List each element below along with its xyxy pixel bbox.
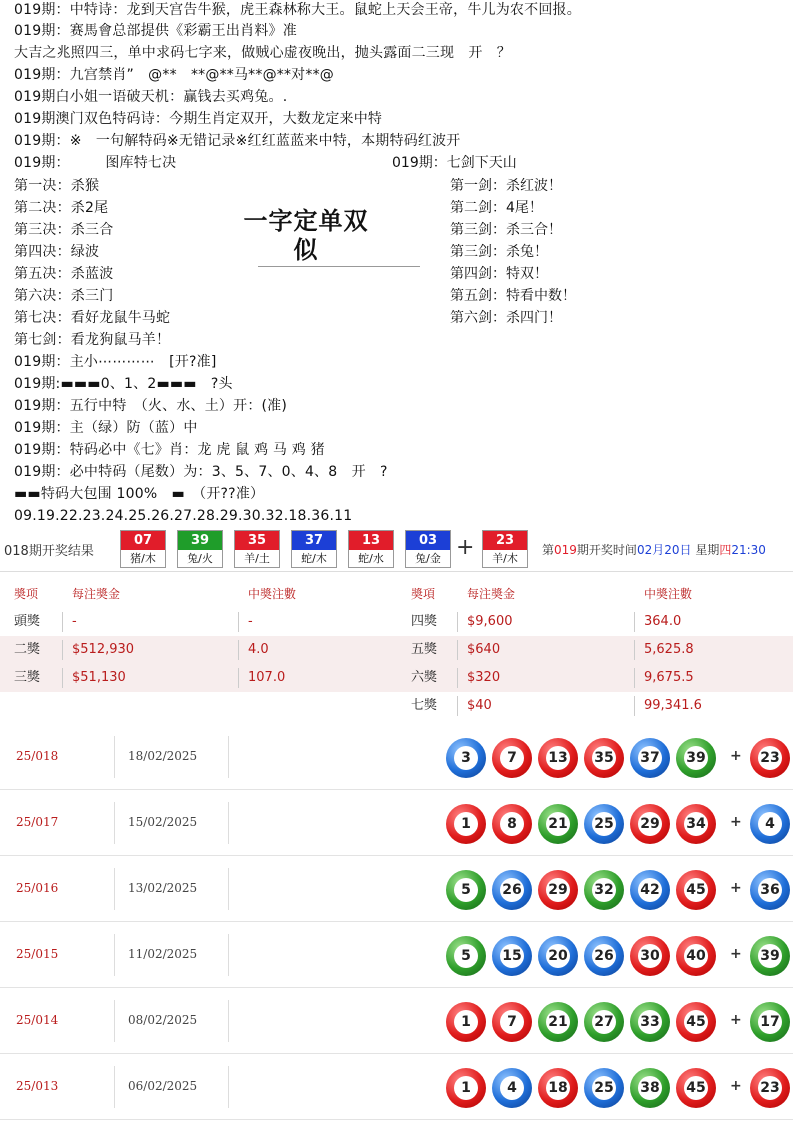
column-header: 奬項 (411, 587, 436, 601)
ball-number: 23 (483, 531, 527, 550)
prize-amount: $40 (467, 698, 492, 713)
ball-number: 1 (454, 812, 478, 836)
ball-number: 5 (454, 944, 478, 968)
divider (62, 612, 63, 632)
lottery-ball (676, 936, 716, 976)
ball-number: 45 (684, 1010, 708, 1034)
lottery-ball (584, 1068, 624, 1108)
lottery-ball (538, 804, 578, 844)
ball-number: 40 (684, 944, 708, 968)
verse-line: 019期白小姐一语破天机：赢钱去买鸡兔。. (14, 89, 288, 105)
row-right (400, 664, 793, 692)
verse-line: 019期：※ 一句解特码※无错记录※红红蓝蓝来中特，本期特码红波开 (14, 133, 461, 149)
history-row (0, 790, 793, 856)
next-draw-period: 019 (554, 543, 577, 557)
prize-name: 三獎 (14, 670, 41, 685)
tujuan-left-item: 第五决：杀蓝波 (14, 266, 114, 282)
history-row (0, 922, 793, 988)
prize-amount: $512,930 (72, 642, 135, 657)
draw-history (0, 722, 793, 1122)
ball-zodiac: 羊/木 (483, 550, 527, 567)
lottery-ball (446, 804, 486, 844)
prize-amount: $640 (467, 642, 501, 657)
divider (62, 668, 63, 688)
divider (62, 640, 63, 660)
plus-sign: + (456, 535, 475, 560)
lottery-ball (538, 738, 578, 778)
lottery-ball (446, 1068, 486, 1108)
result-ball (234, 530, 280, 568)
plus-sign: + (730, 1078, 742, 1094)
divider (238, 612, 239, 632)
lottery-ball (538, 1068, 578, 1108)
column-divider (114, 1066, 115, 1108)
column-header: 中奬注數 (644, 587, 693, 601)
tujuan-left-header: 019期： 图库特七决 (14, 155, 177, 171)
prediction-line: 019期：主（绿）防（蓝）中 (14, 420, 198, 436)
lottery-ball (538, 870, 578, 910)
tujuan-right-item: 第一剑：杀红波！ (450, 178, 562, 194)
ball-zodiac: 兔/金 (406, 550, 450, 567)
divider (457, 612, 458, 632)
next-draw-prefix: 第 (542, 543, 555, 557)
ball-number: 25 (592, 1076, 616, 1100)
prediction-line: 019期：特码必中《七》肖：龙 虎 鼠 鸡 马 鸡 猪 (14, 442, 325, 458)
result-ball (348, 530, 394, 568)
column-header: 每注奬金 (467, 587, 516, 601)
column-header: 奬项 (14, 587, 39, 601)
ball-number: 8 (500, 812, 524, 836)
prize-name: 七獎 (411, 698, 438, 713)
tujuan-right-item: 第六剑：杀四门！ (450, 310, 562, 326)
ball-number: 3 (454, 746, 478, 770)
lottery-ball (584, 738, 624, 778)
row-right (400, 692, 793, 720)
ball-number: 32 (592, 878, 616, 902)
ball-number: 21 (546, 812, 570, 836)
prize-count: 107.0 (248, 670, 286, 685)
history-row (0, 1054, 793, 1120)
divider (634, 696, 635, 716)
ball-number: 13 (546, 746, 570, 770)
ball-number: 39 (684, 746, 708, 770)
tujuan-left-item: 第一决：杀猴 (14, 178, 100, 194)
verse-line: 大吉之兆照四三，单中求码七字来，做贼心虚夜晚出，抛头露面二三现 开 ？ (14, 45, 511, 61)
column-divider (114, 736, 115, 778)
special-ball (750, 936, 790, 976)
tujuan-right-item: 第三剑：杀兔！ (450, 244, 548, 260)
ball-number: 17 (758, 1010, 782, 1034)
column-divider (228, 868, 229, 910)
prize-amount: - (72, 614, 77, 629)
lottery-ball (492, 936, 532, 976)
lottery-ball (446, 1002, 486, 1042)
big-title: 一字定单双似 (243, 206, 369, 264)
divider (634, 668, 635, 688)
prize-count: - (248, 614, 253, 629)
result-ball (120, 530, 166, 568)
draw-period: 25/016 (16, 881, 59, 895)
plus-sign: + (730, 880, 742, 896)
ball-number: 7 (500, 746, 524, 770)
ball-number: 30 (638, 944, 662, 968)
lottery-ball (630, 804, 670, 844)
tujuan-left-item: 第六决：杀三门 (14, 288, 114, 304)
lottery-ball (492, 738, 532, 778)
prediction-line: ▬▬特码大包围 100% ▬ （开??准） (14, 486, 265, 502)
tujuan-left-item: 第四决：绿波 (14, 244, 100, 260)
title-underline (258, 266, 420, 267)
lottery-ball (630, 738, 670, 778)
column-divider (228, 934, 229, 976)
lottery-ball (630, 936, 670, 976)
ball-number: 26 (592, 944, 616, 968)
ball-number: 39 (758, 944, 782, 968)
column-divider (114, 1000, 115, 1042)
plus-sign: + (730, 1012, 742, 1028)
ball-zodiac: 猪/木 (121, 550, 165, 567)
history-row (0, 988, 793, 1054)
ball-number: 39 (178, 531, 222, 550)
ball-number: 36 (758, 878, 782, 902)
ball-number: 33 (638, 1010, 662, 1034)
divider (457, 640, 458, 660)
table-row (0, 664, 793, 692)
lottery-ball (584, 1002, 624, 1042)
ball-number: 38 (638, 1076, 662, 1100)
lottery-ball (630, 1068, 670, 1108)
tujuan-right-header: 019期：七剑下天山 (392, 155, 517, 171)
next-draw-weekday-label: 星期 (695, 543, 720, 557)
history-row (0, 724, 793, 790)
next-draw-time (542, 541, 766, 558)
divider (457, 668, 458, 688)
lottery-ball (676, 738, 716, 778)
special-ball (750, 738, 790, 778)
tujuan-right-item: 第二剑：4尾！ (450, 200, 543, 216)
plus-sign: + (730, 946, 742, 962)
ball-number: 45 (684, 1076, 708, 1100)
result-ball (405, 530, 451, 568)
result-ball (291, 530, 337, 568)
column-header: 中奬注數 (248, 587, 297, 601)
prize-count: 364.0 (644, 614, 682, 629)
prize-name: 頭獎 (14, 614, 41, 629)
lottery-ball (538, 936, 578, 976)
draw-period: 25/018 (16, 749, 59, 763)
column-divider (228, 802, 229, 844)
tujuan-left-item: 第七决：看好龙鼠牛马蛇 (14, 310, 171, 326)
prize-count: 9,675.5 (644, 670, 694, 685)
ball-number: 29 (546, 878, 570, 902)
table-row (0, 636, 793, 664)
lottery-ball (446, 738, 486, 778)
prize-name: 四獎 (411, 614, 438, 629)
draw-period: 25/013 (16, 1079, 59, 1093)
ball-zodiac: 羊/土 (235, 550, 279, 567)
ball-number: 25 (592, 812, 616, 836)
ball-number: 37 (292, 531, 336, 550)
lottery-ball (446, 936, 486, 976)
lottery-ball (538, 1002, 578, 1042)
lottery-ball (584, 804, 624, 844)
draw-date: 18/02/2025 (128, 749, 198, 763)
divider (634, 612, 635, 632)
lottery-ball (630, 1002, 670, 1042)
ball-number: 4 (758, 812, 782, 836)
row-right (400, 608, 793, 636)
ball-number: 20 (546, 944, 570, 968)
ball-number: 07 (121, 531, 165, 550)
draw-period: 25/015 (16, 947, 59, 961)
ball-number: 7 (500, 1010, 524, 1034)
lottery-ball (492, 1002, 532, 1042)
prediction-line: 019期:▬▬▬0、1、2▬▬▬ ?头 (14, 376, 233, 392)
lottery-ball (584, 936, 624, 976)
column-divider (228, 736, 229, 778)
verse-line: 019期澳门双色特码诗：今期生肖定双开，大数龙定来中特 (14, 111, 383, 127)
prize-name: 五獎 (411, 642, 438, 657)
plus-sign: + (730, 748, 742, 764)
ball-number: 5 (454, 878, 478, 902)
prize-amount: $51,130 (72, 670, 126, 685)
ball-number: 34 (684, 812, 708, 836)
prediction-line: 019期：主小⋯⋯⋯⋯ [开?准] (14, 354, 217, 370)
draw-period: 25/014 (16, 1013, 59, 1027)
special-ball (750, 804, 790, 844)
result-label: 018期开奖结果 (4, 544, 94, 559)
ball-number: 42 (638, 878, 662, 902)
result-bar (0, 528, 793, 572)
ball-zodiac: 蛇/水 (349, 550, 393, 567)
divider (634, 640, 635, 660)
ball-zodiac: 兔/火 (178, 550, 222, 567)
column-divider (114, 802, 115, 844)
plus-sign: + (730, 814, 742, 830)
lottery-ball (492, 804, 532, 844)
row-left (0, 636, 400, 664)
divider (238, 640, 239, 660)
ball-number: 1 (454, 1076, 478, 1100)
prediction-line: 019期：必中特码（尾数）为：3、5、7、0、4、8 开 ? (14, 464, 388, 480)
column-divider (114, 868, 115, 910)
verse-line: 019期：赛馬會总部提供《彩霸王出肖料》准 (14, 23, 297, 39)
lottery-ball (630, 870, 670, 910)
draw-date: 13/02/2025 (128, 881, 198, 895)
ball-number: 13 (349, 531, 393, 550)
ball-number: 4 (500, 1076, 524, 1100)
lottery-ball (492, 870, 532, 910)
row-right (400, 636, 793, 664)
verse-line: 019期：中特诗：龙到天宫告牛猴，虎王森林称大王。鼠蛇上天会王帝，牛儿为农不回报。 (14, 2, 581, 18)
draw-date: 11/02/2025 (128, 947, 198, 961)
lottery-ball (676, 1068, 716, 1108)
table-row (0, 692, 793, 720)
lottery-ball (584, 870, 624, 910)
special-ball (750, 1068, 790, 1108)
special-ball (482, 530, 528, 568)
next-draw-clock: 21:30 (731, 543, 766, 557)
lottery-ball (492, 1068, 532, 1108)
ball-number: 23 (758, 746, 782, 770)
prediction-line: 019期：五行中特 （火、水、土）开：(准) (14, 398, 288, 414)
lottery-ball (676, 1002, 716, 1042)
ball-number: 21 (546, 1010, 570, 1034)
lottery-ball (676, 870, 716, 910)
column-header: 每注奬金 (72, 587, 121, 601)
prediction-text-section (0, 0, 793, 530)
table-row (0, 608, 793, 636)
tujuan-left-item: 第七剑：看龙狗鼠马羊！ (14, 332, 171, 348)
ball-number: 37 (638, 746, 662, 770)
ball-zodiac: 蛇/木 (292, 550, 336, 567)
divider (457, 696, 458, 716)
next-draw-mid: 期开奖时间 (576, 543, 637, 557)
ball-number: 26 (500, 878, 524, 902)
draw-date: 15/02/2025 (128, 815, 198, 829)
ball-number: 35 (235, 531, 279, 550)
draw-date: 06/02/2025 (128, 1079, 198, 1093)
lottery-ball (676, 804, 716, 844)
prize-count: 4.0 (248, 642, 269, 657)
tujuan-right-item: 第四剑：特双！ (450, 266, 548, 282)
column-divider (114, 934, 115, 976)
ball-number: 45 (684, 878, 708, 902)
special-ball (750, 870, 790, 910)
tujuan-left-item: 第二决：杀2尾 (14, 200, 109, 216)
next-draw-date: 02月20日 (636, 543, 692, 557)
header-right (400, 580, 793, 608)
tujuan-left-item: 第三决：杀三合 (14, 222, 114, 238)
history-row (0, 856, 793, 922)
tujuan-right-item: 第五剑：特看中数！ (450, 288, 576, 304)
number-list: 09.19.22.23.24.25.26.27.28.29.30.32.18.36.11 (14, 508, 353, 524)
prize-amount: $320 (467, 670, 501, 685)
draw-date: 08/02/2025 (128, 1013, 198, 1027)
special-ball (750, 1002, 790, 1042)
ball-number: 27 (592, 1010, 616, 1034)
prize-count: 5,625.8 (644, 642, 694, 657)
ball-number: 18 (546, 1076, 570, 1100)
lottery-ball (446, 870, 486, 910)
next-draw-weekday: 四 (719, 543, 732, 557)
prize-name: 二獎 (14, 642, 41, 657)
row-left (0, 608, 400, 636)
ball-number: 35 (592, 746, 616, 770)
ball-number: 23 (758, 1076, 782, 1100)
column-divider (228, 1066, 229, 1108)
ball-number: 15 (500, 944, 524, 968)
ball-number: 29 (638, 812, 662, 836)
ball-number: 1 (454, 1010, 478, 1034)
tujuan-right-item: 第三剑：杀三合！ (450, 222, 562, 238)
header-left (0, 580, 400, 608)
prize-name: 六獎 (411, 670, 438, 685)
row-left (0, 664, 400, 692)
draw-period: 25/017 (16, 815, 59, 829)
prize-count: 99,341.6 (644, 698, 702, 713)
column-divider (228, 1000, 229, 1042)
divider (238, 668, 239, 688)
prize-table-header (0, 580, 793, 608)
prize-amount: $9,600 (467, 614, 513, 629)
ball-number: 03 (406, 531, 450, 550)
verse-line: 019期：九宫禁肖” @** **@**马**@**对**@ (14, 67, 334, 83)
result-ball (177, 530, 223, 568)
